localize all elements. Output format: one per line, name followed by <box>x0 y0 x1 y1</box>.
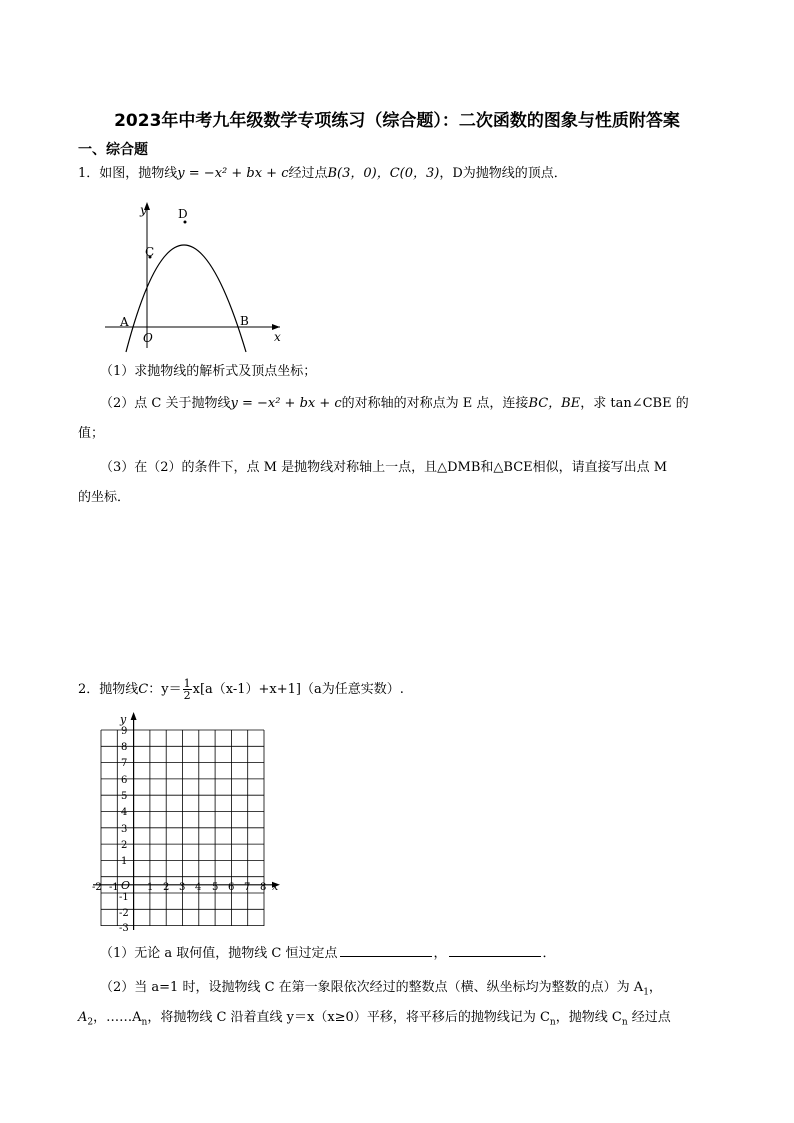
grid-y-arrow <box>131 712 137 720</box>
q1-part3: （3）在（2）的条件下，点 M 是抛物线对称轴上一点，且△DMB和△BCE相似，请直接写出点 M <box>100 460 668 475</box>
q1-stem-text-c: ，D为抛物线的顶点． <box>439 166 567 181</box>
y-tick: 4 <box>121 807 128 818</box>
x-tick: 4 <box>195 882 202 893</box>
x-tick: 3 <box>179 882 186 893</box>
q1-equation: y = −x² + bx + c <box>177 166 289 181</box>
q1-part1: （1）求抛物线的解析式及顶点坐标； <box>100 364 317 379</box>
q2-part2-cont <box>78 1008 671 1033</box>
y-tick: -1 <box>119 892 129 903</box>
q2-number: 2． <box>78 682 100 697</box>
origin-label: O <box>143 331 153 345</box>
y-tick: 9 <box>121 726 128 737</box>
y-tick: 1 <box>121 856 128 867</box>
q2-part1-separator: ， <box>433 946 447 961</box>
section-heading: 一、综合题 <box>78 142 148 158</box>
q2-curve-name: C <box>138 682 149 697</box>
q1-part2-text-a: （2）点 C 关于抛物线 <box>100 396 231 411</box>
x-tick: 6 <box>228 882 235 893</box>
point-b-label: B <box>240 314 249 328</box>
x-tick: 8 <box>260 882 267 893</box>
y-axis-label: y <box>140 203 147 217</box>
y-tick: 7 <box>121 758 128 769</box>
answer-blank-1[interactable] <box>340 944 432 957</box>
q2-passes-point: 经过点 <box>627 1010 671 1025</box>
q1-points: B(3，0)，C(0，3) <box>327 166 440 181</box>
q1-part2-segments: BC，BE <box>528 396 581 411</box>
q1-part2 <box>100 394 689 414</box>
q2-translate-text: ，将抛物线 C 沿着直线 y＝x（x≥0）平移，将平移后的抛物线记为 C <box>147 1010 550 1025</box>
point-d-label: D <box>178 207 188 221</box>
q2-ellipsis-an: ，……A <box>93 1010 142 1025</box>
grid-y-label: y <box>120 713 127 726</box>
point-c-label: C <box>145 245 155 259</box>
x-axis-label: x <box>274 330 281 344</box>
y-tick: 5 <box>121 791 128 802</box>
q1-number: 1． <box>78 166 100 181</box>
grid-x-label: x <box>272 880 279 893</box>
q2-part1-text: （1）无论 a 取何值，抛物线 C 恒过定点 <box>100 946 338 961</box>
q2-curve-cn: ，抛物线 C <box>555 1010 622 1025</box>
q2-point-a: A <box>78 1010 88 1025</box>
x-tick: 1 <box>147 882 154 893</box>
y-tick: 6 <box>121 775 128 786</box>
q2-stem-text-a: 抛物线 <box>99 682 139 697</box>
y-tick: 3 <box>121 824 128 835</box>
q2-part2-text: （2）当 a=1 时，设抛物线 C 在第一象限依次经过的整数点（横、纵坐标均为整数的点）为 A <box>100 980 644 995</box>
q1-stem <box>78 164 567 184</box>
q2-part2 <box>100 978 662 1003</box>
y-tick: -3 <box>119 923 129 934</box>
q1-part2-equation: y = −x² + bx + c <box>230 396 342 411</box>
q1-parabola-figure <box>100 198 290 353</box>
x-tick: -1 <box>109 882 119 893</box>
q1-stem-text-b: 经过点 <box>288 166 328 181</box>
grid-x-ticks <box>92 882 266 893</box>
point-a-label: A <box>120 315 129 329</box>
q1-part2-text-d: ，求 tan∠CBE 的 <box>580 396 689 411</box>
x-tick: -2 <box>92 882 102 893</box>
q2-part1-end: ． <box>542 946 556 961</box>
subscript: n <box>549 1017 556 1028</box>
q2-fraction <box>183 678 192 701</box>
q2-stem <box>78 678 404 702</box>
q1-stem-text-a: 如图，抛物线 <box>99 166 178 181</box>
x-tick: 5 <box>212 882 219 893</box>
x-tick: 2 <box>163 882 170 893</box>
q2-part1 <box>100 944 556 964</box>
q1-part3-cont: 的坐标． <box>78 490 131 505</box>
y-tick: -2 <box>119 908 129 919</box>
q1-part2-cont: 值； <box>78 426 105 441</box>
subscript: 2 <box>87 1017 94 1028</box>
subscript: n <box>621 1017 628 1028</box>
answer-blank-2[interactable] <box>449 944 541 957</box>
fraction-numerator: 1 <box>183 677 191 690</box>
q2-part2-comma: ， <box>648 980 662 995</box>
q2-coordinate-grid <box>88 710 288 935</box>
page-title: 2023年中考九年级数学专项练习（综合题）：二次函数的图象与性质附答案 <box>114 111 680 131</box>
x-tick: 7 <box>244 882 251 893</box>
subscript: 1 <box>643 987 649 998</box>
grid-origin-label: O <box>121 879 131 892</box>
y-tick: 8 <box>121 742 128 753</box>
grid-y-ticks <box>119 726 129 934</box>
fraction-denominator: 2 <box>183 689 191 702</box>
y-tick: 2 <box>121 840 128 851</box>
q2-stem-colon: ：y＝ <box>148 682 182 697</box>
subscript: n <box>141 1017 148 1028</box>
q1-part2-text-b: 的对称轴的对称点为 E 点，连接 <box>341 396 529 411</box>
q2-stem-text-b: x[a（x-1）+x+1]（a为任意实数）. <box>192 682 404 697</box>
